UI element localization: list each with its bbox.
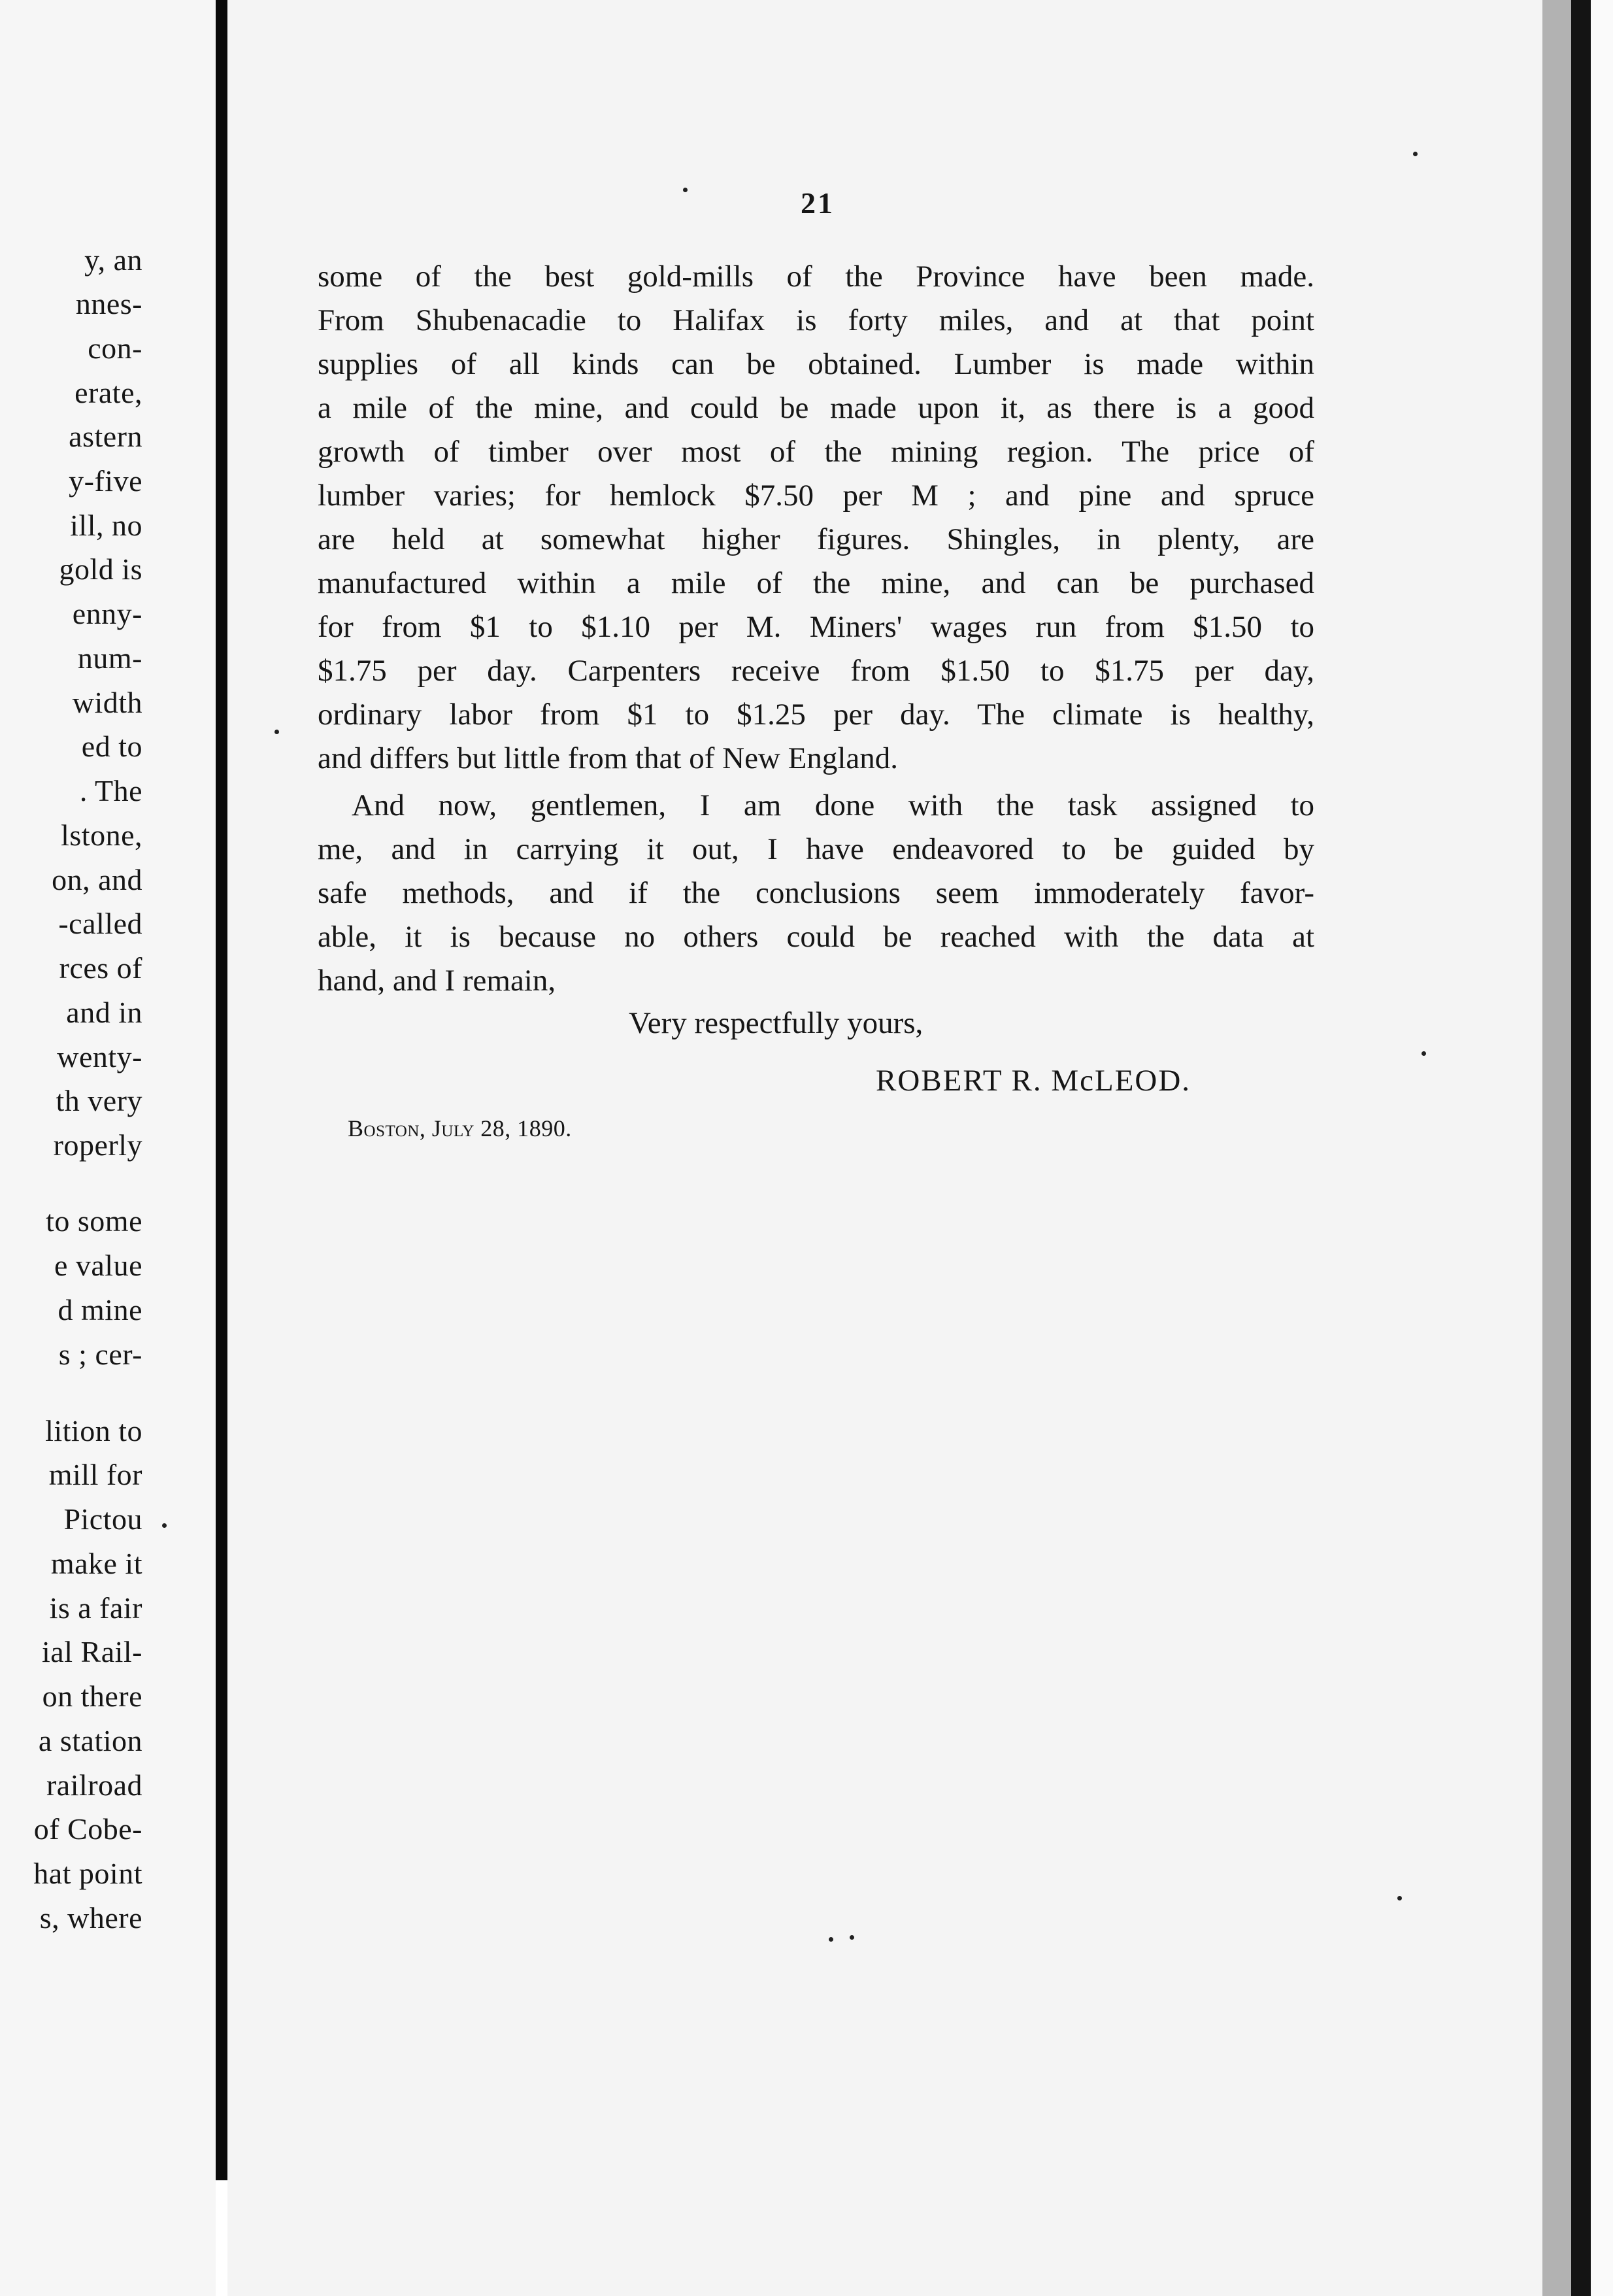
text-line: $1.75 per day. Carpenters receive from $1.50 to $1.75 per day, (318, 654, 1314, 688)
text-line: me, and in carrying it out, I have endeavored to be guided by (318, 832, 1314, 866)
scan-speck (683, 188, 688, 192)
scan-speck (274, 730, 279, 734)
left-page-line: y-five (69, 464, 142, 498)
left-page-line: ill, no (70, 509, 142, 542)
text-line: able, it is because no others could be reached with the data at (318, 920, 1314, 954)
left-page-line: th very (56, 1084, 142, 1117)
text-line: And now, gentlemen, I am done with the task assigned to (352, 788, 1314, 822)
text-line: From Shubenacadie to Halifax is forty miles, and at that point (318, 303, 1314, 337)
left-page-line: rces of (59, 951, 142, 985)
left-page-line: is a fair (49, 1591, 142, 1625)
text-line: for from $1 to $1.10 per M. Miners' wages run from $1.50 to (318, 610, 1314, 644)
left-page-line: enny- (72, 597, 142, 630)
page-edge-margin (1591, 0, 1613, 2296)
text-line: supplies of all kinds can be obtained. Lumber is made within (318, 347, 1314, 381)
scan-speck (1422, 1051, 1426, 1056)
text-line: are held at somewhat higher figures. Shingles, in plenty, are (318, 522, 1314, 556)
closing-salutation: Very respectfully yours, (629, 1006, 923, 1040)
left-page-line: railroad (46, 1768, 142, 1802)
page-number: 21 (801, 186, 835, 220)
left-page-line: a station (38, 1724, 142, 1757)
left-page-line: ial Rail- (42, 1635, 142, 1668)
left-page-line: lition to (45, 1414, 142, 1447)
left-page-line: width (72, 686, 142, 719)
left-page-line: con- (88, 331, 142, 365)
left-page-line: y, an (84, 243, 142, 277)
dateline: Boston, July 28, 1890. (348, 1115, 572, 1141)
left-page-line: -called (58, 907, 142, 940)
body-text (318, 255, 1314, 1003)
left-page-line: s, where (39, 1901, 142, 1934)
signature: ROBERT R. McLEOD. (876, 1064, 1191, 1098)
text-line: and differs but little from that of New England. (318, 741, 898, 775)
scan-speck (162, 1523, 167, 1528)
scan-speck (829, 1937, 833, 1942)
left-page-line: e value (54, 1249, 142, 1282)
left-page-line: gold is (59, 552, 142, 586)
scan-speck (1397, 1896, 1402, 1900)
left-page-line: erate, (75, 376, 142, 409)
left-page-line: lstone, (61, 819, 142, 852)
left-page-line: and in (66, 996, 142, 1029)
left-page-line: on there (42, 1680, 142, 1713)
paragraph (318, 255, 1314, 781)
left-page-line: roperly (53, 1128, 142, 1162)
left-page-line: Pictou (63, 1502, 142, 1536)
text-line: lumber varies; for hemlock $7.50 per M ; and pine and spruce (318, 479, 1314, 513)
left-page-line: on, and (52, 863, 142, 896)
left-page-line: ed to (81, 730, 142, 763)
left-page-line: of Cobe- (33, 1812, 142, 1846)
left-page-line: num- (77, 641, 142, 675)
left-page-line: s ; cer- (58, 1338, 142, 1371)
text-line: safe methods, and if the conclusions seem immoderately favor- (318, 876, 1314, 910)
text-line: hand, and I remain, (318, 964, 556, 998)
text-line: growth of timber over most of the mining region. The price of (318, 435, 1314, 469)
scan-speck (1413, 152, 1418, 156)
text-line: manufactured within a mile of the mine, and can be purchased (318, 566, 1314, 600)
paragraph (318, 784, 1314, 1003)
left-facing-page (0, 0, 216, 2296)
scan-speck (850, 1935, 854, 1940)
text-line: some of the best gold-mills of the Province have been made. (318, 260, 1314, 294)
left-page-line: nnes- (75, 287, 142, 320)
left-page-line: astern (69, 420, 142, 453)
left-page-line: make it (50, 1547, 142, 1580)
text-line: ordinary labor from $1 to $1.25 per day. The climate is healthy, (318, 698, 1314, 732)
left-page-line: d mine (58, 1293, 142, 1326)
left-page-line: to some (46, 1204, 142, 1238)
text-line: a mile of the mine, and could be made upon it, as there is a good (318, 391, 1314, 425)
left-page-line: wenty- (57, 1040, 142, 1073)
page-edge-dark (1571, 0, 1591, 2296)
page-edge-gray (1542, 0, 1571, 2296)
left-page-line: hat point (33, 1857, 142, 1890)
left-page-line: . The (79, 774, 142, 807)
left-page-line: mill for (48, 1458, 142, 1491)
